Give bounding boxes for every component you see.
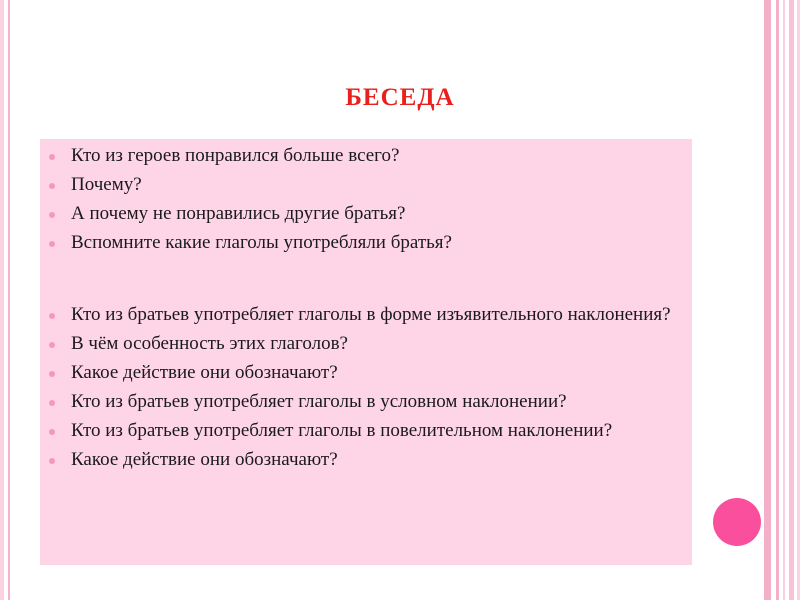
question-text: Кто из героев понравился больше всего? [71, 145, 400, 166]
left-border-stripe-thin [8, 0, 10, 600]
question-text: В чём особенность этих глаголов? [71, 333, 348, 354]
bullet-icon [49, 154, 55, 160]
list-item [40, 232, 680, 254]
question-text: Какое действие они обозначают? [71, 362, 338, 383]
question-text: Почему? [71, 174, 142, 195]
list-item [40, 145, 680, 167]
question-text: Кто из братьев употребляет глаголы в форме изъявительного наклонения? [71, 304, 671, 325]
list-item [40, 391, 680, 413]
bullet-icon [49, 241, 55, 247]
bullet-icon [49, 429, 55, 435]
list-item [40, 362, 680, 384]
right-border-stripe [783, 0, 785, 600]
bullet-icon [49, 458, 55, 464]
question-text: Какое действие они обозначают? [71, 449, 338, 470]
question-text: Вспомните какие глаголы употребляли братья? [71, 232, 452, 253]
decorative-circle [713, 498, 761, 546]
bullet-icon [49, 313, 55, 319]
list-item [40, 304, 680, 326]
bullet-icon [49, 212, 55, 218]
list-item [40, 333, 680, 355]
list-item [40, 449, 680, 471]
question-text: Кто из братьев употребляет глаголы в условном наклонении? [71, 391, 567, 412]
list-item [40, 174, 680, 196]
bullet-icon [49, 342, 55, 348]
list-item [40, 203, 680, 225]
content-box [40, 139, 692, 565]
list-item [40, 420, 680, 442]
right-border-stripe [789, 0, 794, 600]
right-border-stripe [764, 0, 771, 600]
left-border-stripe [0, 0, 4, 600]
bullet-icon [49, 183, 55, 189]
bullet-icon [49, 371, 55, 377]
bullet-icon [49, 400, 55, 406]
right-border-stripe [776, 0, 779, 600]
question-text: А почему не понравились другие братья? [71, 203, 406, 224]
question-list [40, 145, 680, 478]
question-text: Кто из братьев употребляет глаголы в повелительном наклонении? [71, 420, 613, 441]
slide-title: БЕСЕДА [345, 84, 455, 111]
